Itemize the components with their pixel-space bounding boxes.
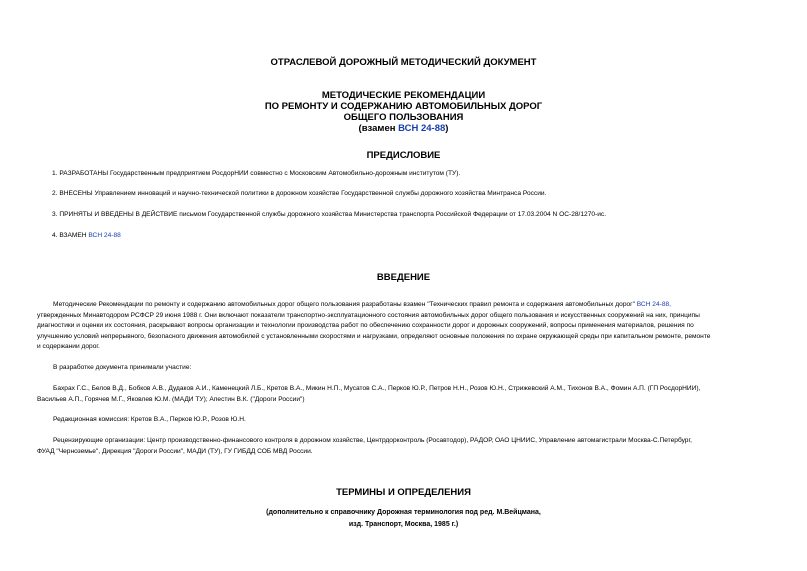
intro-p1-line-3: диагностики и оценки их состояния, раскрывают вопросы организации и технологии производства работ по обеспечению сохранности дорог и дорожных сооружений, вопросы применения материалов, решения по [37,322,694,329]
intro-p1-link[interactable]: ВСН 24-88, [636,301,671,308]
replaces-prefix: (взамен [358,123,399,134]
document-type-heading: ОТРАСЛЕВОЙ ДОРОЖНЫЙ МЕТОДИЧЕСКИЙ ДОКУМЕНТ [270,57,537,68]
terms-subtitle-line-1: (дополнительно к справочнику Дорожная терминология под ред. М.Вейцмана, [266,509,541,516]
terms-heading: ТЕРМИНЫ И ОПРЕДЕЛЕНИЯ [336,487,471,498]
intro-paragraph-1 [37,300,767,353]
intro-p1-line-2: утвержденных Минавтодором РСФСР 29 июня 1988 г. Они включают показатели транспортно-эксплуатационного состояния автомобильных дорог общего пользования и искусственных сооружений на них, принципы [37,311,700,319]
intro-p1-line-4: улучшению условий непрерывного, безопасного движения автомобилей с установленными скоростями и нагрузками, определяют основные положения по охране окружающей среды при капитальном ремонте, ремонте [37,332,711,340]
terms-subtitle-line-2: изд. Транспорт, Москва, 1985 г.) [348,520,459,528]
intro-heading: ВВЕДЕНИЕ [376,272,431,283]
replaces-suffix: ) [445,123,449,134]
title-line-1: МЕТОДИЧЕСКИЕ РЕКОМЕНДАЦИИ [321,90,486,101]
intro-p5-line-1: Рецензирующие организации: Центр производственно-финансового контроля в дорожном хозяйстве, Центрдорконтроль (Росавтодор), РАДОР, ОАО ЦНИИС, Управление автомагистрали Москва-С.Петербург, [53,437,692,444]
preface-item-1: 1. РАЗРАБОТАНЫ Государственным предприятием РосдорНИИ совместно с Московским Автомобильно-дорожным институтом (ТУ). [52,170,461,177]
title-line-2: ПО РЕМОНТУ И СОДЕРЖАНИЮ АВТОМОБИЛЬНЫХ ДОРОГ [264,101,543,112]
intro-paragraph-3 [37,384,767,405]
preface-item-2: 2. ВНЕСЕНЫ Управлением инноваций и научно-технической политики в дорожном хозяйстве Государственной службы дорожного хозяйства Минтранса России. [52,190,547,197]
intro-p1-text: Методические Рекомендации по ремонту и содержанию автомобильных дорог общего пользования разработаны взамен "Технических правил ремонта и содержания автомобильных дорог" [53,301,637,308]
item4-link[interactable]: ВСН 24-88 [88,232,121,239]
item4-prefix: 4. ВЗАМЕН [52,232,89,239]
intro-p5-line-2: ФУАД "Черноземье", Дирекция "Дороги России", МАДИ (ТУ), ГУ ГИБДД СОБ МВД России. [37,447,313,455]
intro-p1-line-5: и содержании дорог. [37,343,100,350]
preface-item-3: 3. ПРИНЯТЫ И ВВЕДЕНЫ В ДЕЙСТВИЕ письмом Государственной службы дорожного хозяйства Министерства транспорта Российской Федерации от 17.03.2004 N ОС-28/1270-ис. [52,211,607,218]
title-line-3: ОБЩЕГО ПОЛЬЗОВАНИЯ [343,112,464,123]
preface-item-4 [52,232,121,239]
intro-paragraph-4 [37,415,767,426]
intro-paragraph-5 [37,436,767,457]
intro-p4-line: Редакционная комиссия: Кретов В.А., Перков Ю.Р., Розов Ю.Н. [53,416,246,423]
terms-subtitle [0,507,807,530]
preface-heading: ПРЕДИСЛОВИЕ [366,150,441,161]
intro-p3-line-1: Бахрах Г.С., Белов В.Д., Бобков А.В., Дудаков А.И., Каменецкий Л.Б., Кретов В.А., Микин Н.П., Мусатов С.А., Перков Ю.Р., Петров Н.Н., Розов Ю.Н., Стрижевский А.М., Тихонов В.А., Фомин А.П. (ГП РосдорНИИ), [53,385,701,392]
title-replaces [0,123,807,134]
intro-p1-line-1 [37,300,767,311]
intro-paragraph-2 [37,363,767,374]
document-title [0,90,807,134]
replaces-link[interactable]: ВСН 24-88 [398,123,446,134]
intro-p2-line: В разработке документа принимали участие: [53,364,192,371]
intro-p3-line-2: Васильев А.П., Горячев М.Г., Яковлев Ю.М. (МАДИ ТУ); Апестин В.К. ("Дороги России") [37,395,305,403]
